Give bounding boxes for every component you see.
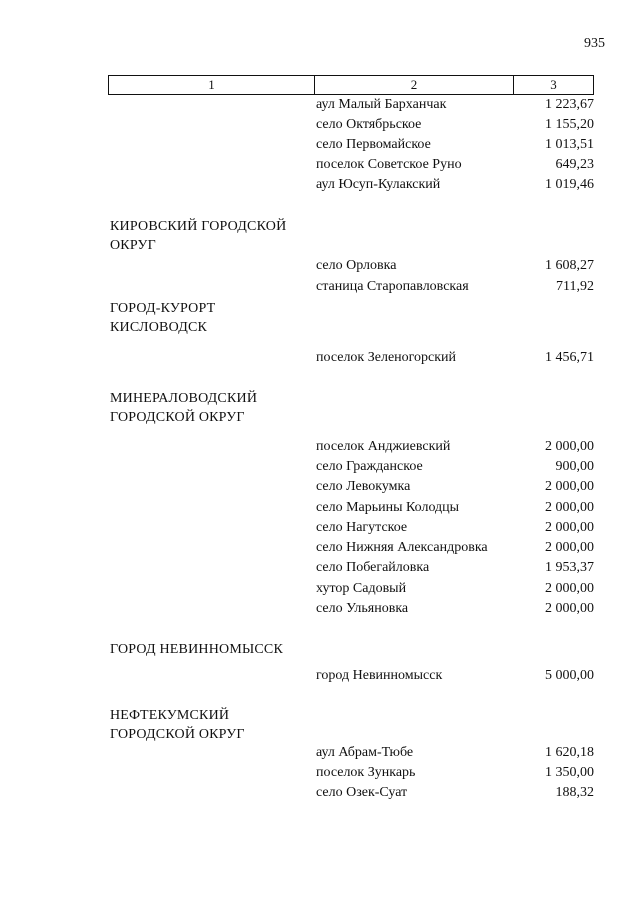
- table-row: [0, 668, 639, 688]
- table-header: [108, 75, 594, 95]
- header-col-1: 1: [109, 76, 315, 94]
- settlement-value: 188,32: [555, 785, 594, 800]
- settlement-value: 2 000,00: [545, 439, 594, 454]
- settlement-name: село Орловка: [316, 258, 397, 273]
- settlement-value: 2 000,00: [545, 540, 594, 555]
- settlement-value: 1 019,46: [545, 177, 594, 192]
- table-row: [0, 540, 639, 560]
- header-col-3: 3: [550, 77, 557, 92]
- table-row: [0, 459, 639, 479]
- settlement-value: 2 000,00: [545, 520, 594, 535]
- settlement-name: станица Старопавловская: [316, 279, 469, 294]
- table-row: [0, 279, 639, 299]
- table-row: [0, 745, 639, 765]
- settlement-value: 5 000,00: [545, 668, 594, 683]
- settlement-value: 1 620,18: [545, 745, 594, 760]
- settlement-name: аул Абрам-Тюбе: [316, 745, 414, 760]
- district-name: КИРОВСКИЙ ГОРОДСКОЙ ОКРУГ: [110, 219, 287, 253]
- header-col-2: 2: [315, 76, 514, 94]
- settlement-name: село Ульяновка: [316, 601, 409, 616]
- table-row: [0, 157, 639, 177]
- settlement-value: 900,00: [555, 459, 594, 474]
- table-row: [0, 765, 639, 785]
- table-row: [0, 479, 639, 499]
- settlement-value: 1 013,51: [545, 137, 594, 152]
- district-name: МИНЕРАЛОВОДСКИЙ ГОРОДСКОЙ ОКРУГ: [110, 391, 258, 425]
- table-row: [0, 97, 639, 117]
- settlement-value: 1 155,20: [545, 117, 594, 132]
- settlement-value: 711,92: [556, 279, 594, 294]
- settlement-name: село Озек-Суат: [316, 785, 408, 800]
- settlement-value: 649,23: [555, 157, 594, 172]
- settlement-name: аул Юсуп-Кулакский: [316, 177, 441, 192]
- district-name: НЕФТЕКУМСКИЙ ГОРОДСКОЙ ОКРУГ: [110, 708, 245, 742]
- settlement-name: город Невинномысск: [316, 668, 443, 683]
- district-name: ГОРОД-КУРОРТ КИСЛОВОДСК: [110, 301, 216, 335]
- settlement-value: 1 223,67: [545, 97, 594, 112]
- settlement-value: 1 953,37: [545, 560, 594, 575]
- settlement-name: аул Малый Барханчак: [316, 97, 447, 112]
- settlement-name: поселок Советское Руно: [316, 157, 462, 172]
- settlement-value: 2 000,00: [545, 500, 594, 515]
- settlement-name: село Нагутское: [316, 520, 408, 535]
- table-row: [0, 581, 639, 601]
- district-name: ГОРОД НЕВИННОМЫССК: [110, 642, 283, 657]
- table-row: [0, 500, 639, 520]
- settlement-name: село Первомайское: [316, 137, 431, 152]
- table-row: [0, 117, 639, 137]
- settlement-name: село Нижняя Александровка: [316, 540, 488, 555]
- table-row: [0, 520, 639, 540]
- table-row: [0, 258, 639, 278]
- settlement-name: село Левокумка: [316, 479, 411, 494]
- settlement-value: 2 000,00: [545, 479, 594, 494]
- settlement-name: поселок Зеленогорский: [316, 350, 457, 365]
- settlement-name: поселок Зункарь: [316, 765, 416, 780]
- table-row: [0, 560, 639, 580]
- settlement-value: 2 000,00: [545, 601, 594, 616]
- table-row: [0, 350, 639, 370]
- settlement-name: хутор Садовый: [316, 581, 407, 596]
- page-number: 935: [584, 36, 605, 51]
- settlement-name: село Октябрьское: [316, 117, 422, 132]
- table-row: [0, 439, 639, 459]
- settlement-value: 1 608,27: [545, 258, 594, 273]
- settlement-value: 1 456,71: [545, 350, 594, 365]
- settlement-name: село Марьины Колодцы: [316, 500, 460, 515]
- settlement-value: 2 000,00: [545, 581, 594, 596]
- settlement-name: село Гражданское: [316, 459, 423, 474]
- table-row: [0, 177, 639, 197]
- table-row: [0, 785, 639, 805]
- settlement-name: село Побегайловка: [316, 560, 430, 575]
- table-row: [0, 601, 639, 621]
- table-row: [0, 137, 639, 157]
- settlement-name: поселок Анджиевский: [316, 439, 451, 454]
- settlement-value: 1 350,00: [545, 765, 594, 780]
